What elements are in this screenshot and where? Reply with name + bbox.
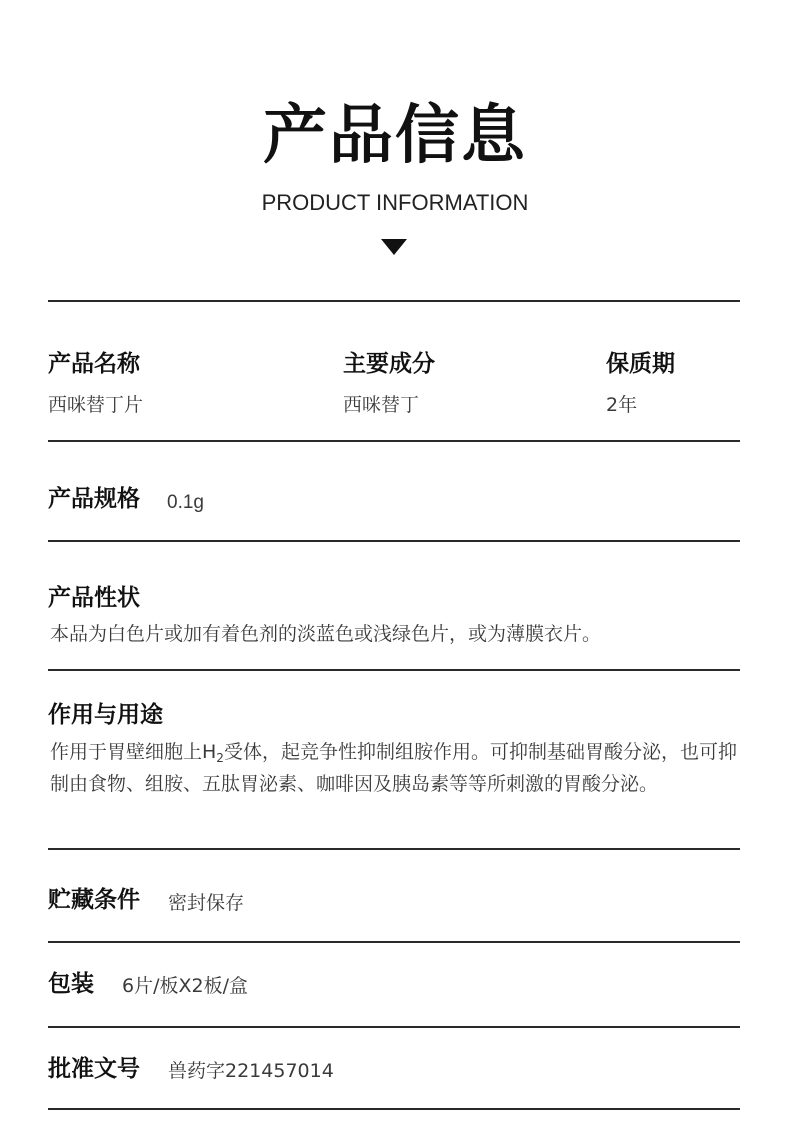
- packaging-value: 6片/板X2板/盒: [122, 975, 248, 997]
- approval-value: 兽药字221457014: [168, 1060, 334, 1082]
- divider: [48, 941, 740, 943]
- page-subtitle: PRODUCT INFORMATION: [261, 190, 529, 215]
- spec-label: 产品规格: [48, 486, 140, 512]
- page-title: 产品信息: [263, 99, 527, 173]
- usage-text-part: 作用于胃壁细胞上H: [50, 741, 217, 763]
- usage-text-part: 受体，起竞争性抑制组胺作用。可抑制基础胃酸分泌，也可抑制由食物、组胺、五肽胃泌素、咖啡因及胰岛素等等所刺激的胃酸分泌。: [50, 741, 737, 795]
- usage-label: 作用与用途: [48, 702, 163, 728]
- divider: [48, 440, 740, 442]
- main-ingredient-label: 主要成分: [343, 351, 435, 377]
- appearance-label: 产品性状: [48, 585, 140, 611]
- main-ingredient-value: 西咪替丁: [343, 394, 420, 416]
- divider: [48, 848, 740, 850]
- product-name-value: 西咪替丁片: [48, 394, 144, 416]
- divider: [48, 300, 740, 302]
- divider: [48, 540, 740, 542]
- divider: [48, 669, 740, 671]
- product-name-label: 产品名称: [48, 351, 140, 377]
- appearance-text: 本品为白色片或加有着色剂的淡蓝色或浅绿色片，或为薄膜衣片。: [50, 623, 602, 645]
- storage-value: 密封保存: [168, 892, 245, 914]
- usage-subscript: 2: [216, 751, 224, 765]
- shelf-life-value: 2年: [606, 394, 638, 416]
- spec-value: 0.1g: [167, 492, 204, 513]
- packaging-label: 包装: [48, 971, 94, 997]
- storage-label: 贮藏条件: [48, 887, 140, 913]
- divider: [48, 1108, 740, 1110]
- usage-text: [50, 736, 740, 800]
- down-arrow-icon: [381, 239, 407, 255]
- divider: [48, 1026, 740, 1028]
- shelf-life-label: 保质期: [606, 351, 675, 377]
- approval-label: 批准文号: [48, 1056, 140, 1082]
